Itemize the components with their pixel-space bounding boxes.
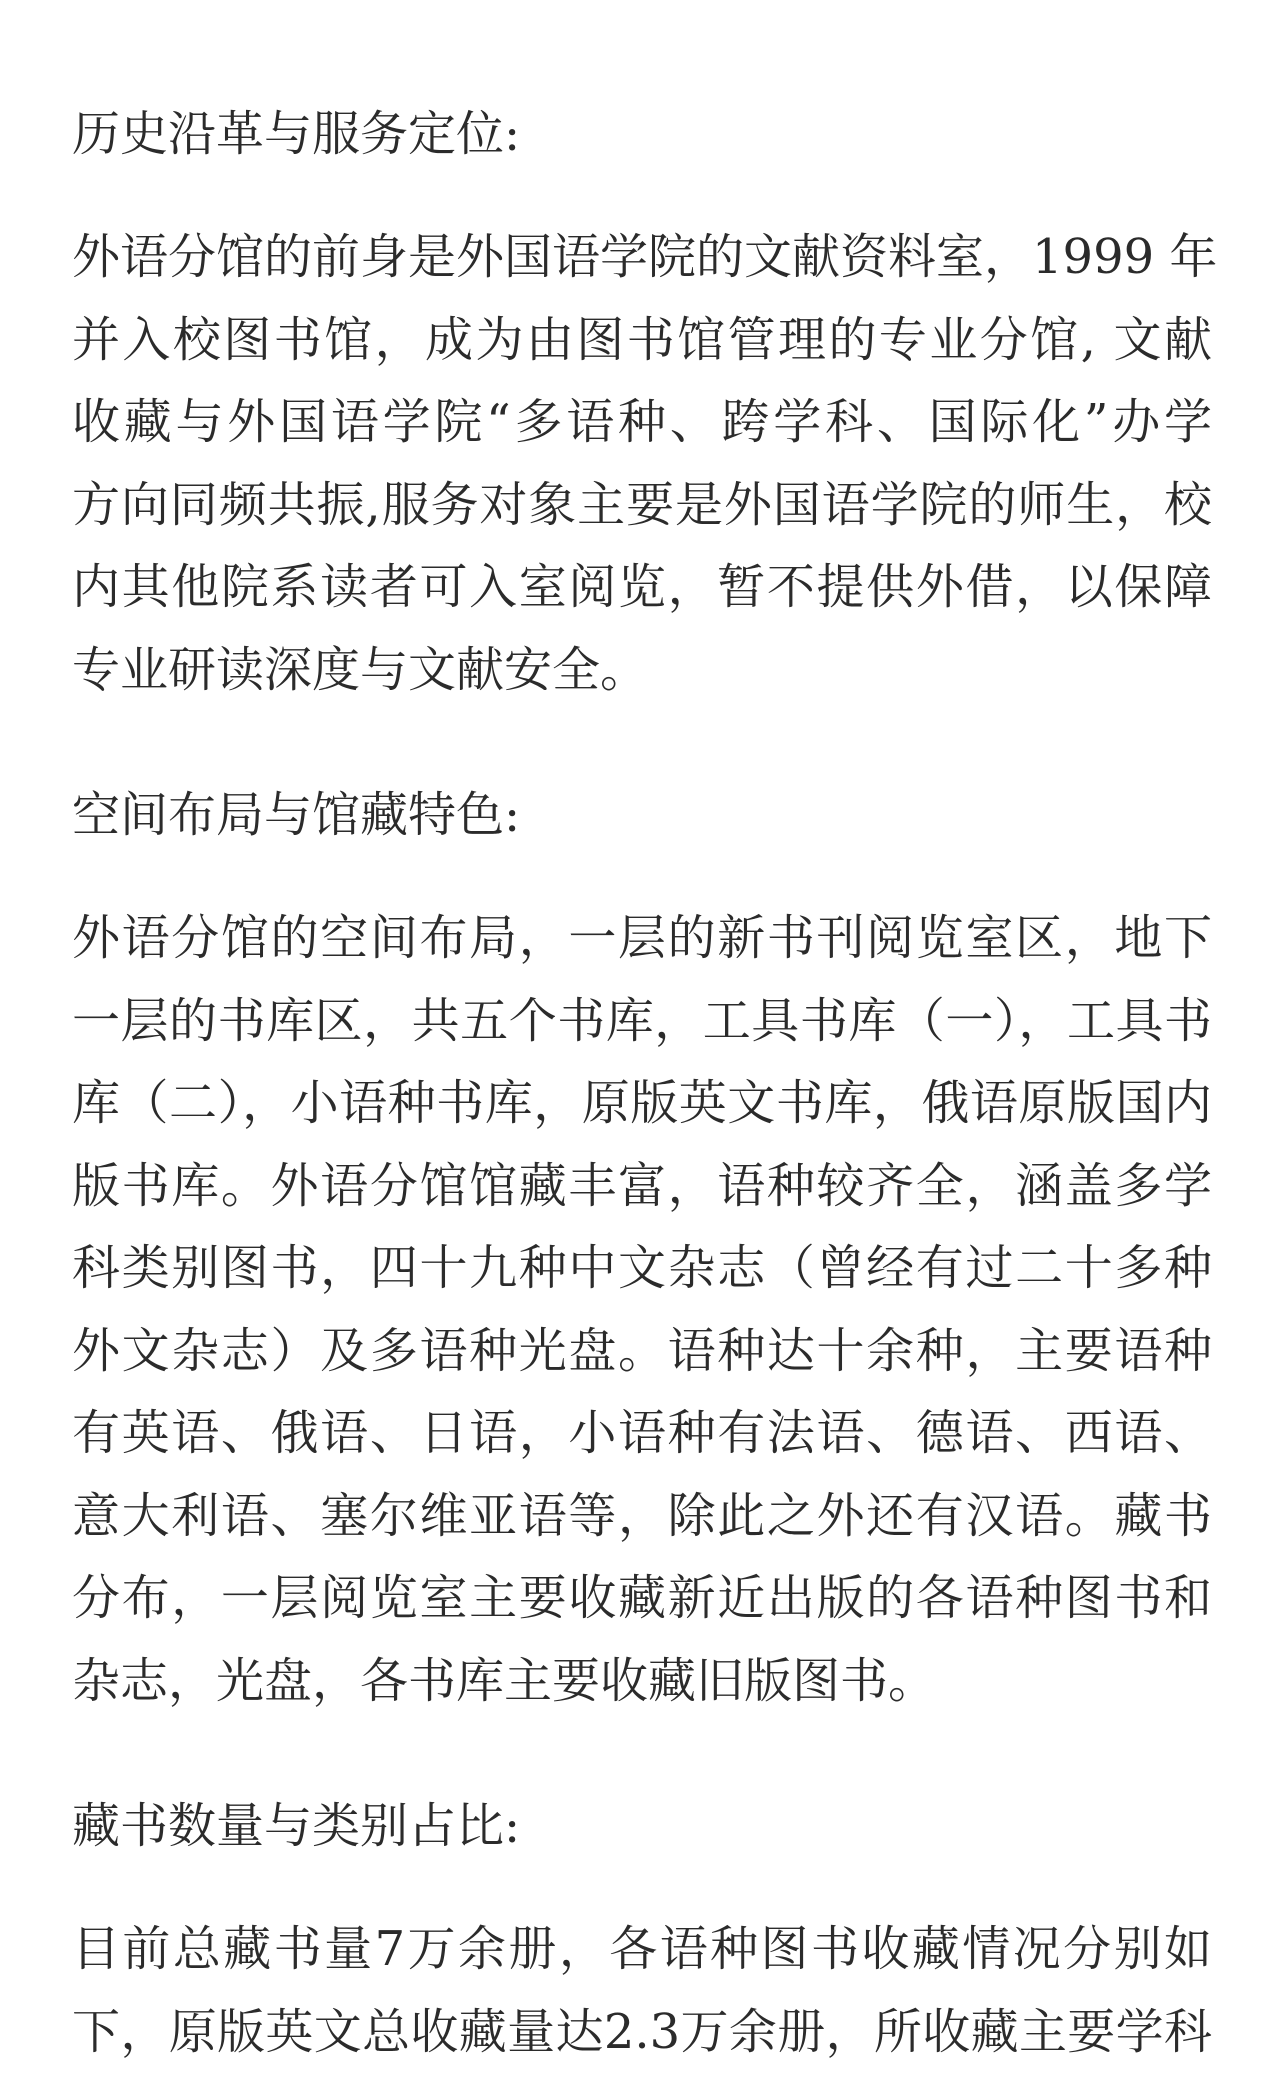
text-line: 目前总藏书量7万余册，各语种图书收藏情况分别如: [72, 1921, 1212, 1977]
text-line: 方向同频共振,服务对象主要是外国语学院的师生，校: [72, 476, 1212, 533]
text-line: 版书库。外语分馆馆藏丰富，语种较齐全，涵盖多学: [72, 1157, 1212, 1214]
paragraph-collection: [72, 1908, 1212, 2073]
paragraph-layout: [72, 897, 1212, 1722]
text-line: 下，原版英文总收藏量达2.3万余册，所收藏主要学科: [72, 2003, 1212, 2060]
text-line: 意大利语、塞尔维亚语等，除此之外还有汉语。藏书: [72, 1487, 1212, 1544]
text-line: 并入校图书馆，成为由图书馆管理的专业分馆, 文献: [72, 311, 1212, 368]
text-line: 库（二），小语种书库，原版英文书库，俄语原版国内: [72, 1075, 1212, 1131]
text-line: 杂志，光盘，各书库主要收藏旧版图书。: [72, 1652, 937, 1709]
text-line: 收藏与外国语学院“多语种、跨学科、国际化”办学: [72, 394, 1212, 450]
article-body: [72, 104, 1218, 2073]
text-line: 外文杂志）及多语种光盘。语种达十余种，主要语种: [72, 1322, 1212, 1379]
section-heading-layout: 空间布局与馆藏特色:: [72, 787, 521, 843]
text-line: 分布，一层阅览室主要收藏新近出版的各语种图书和: [72, 1570, 1212, 1626]
text-line: 科类别图书，四十九种中文杂志（曾经有过二十多种: [72, 1240, 1212, 1296]
text-line: 内其他院系读者可入室阅览，暂不提供外借，以保障: [72, 559, 1212, 615]
text-line: 外语分馆的空间布局，一层的新书刊阅览室区，地下: [72, 910, 1212, 966]
section-heading-collection: 藏书数量与类别占比:: [72, 1798, 521, 1854]
text-line: 外语分馆的前身是外国语学院的文献资料室，1999 年: [72, 229, 1218, 285]
section-heading-history: 历史沿革与服务定位:: [72, 106, 521, 162]
text-line: 一层的书库区，共五个书库，工具书库（一），工具书: [72, 992, 1212, 1049]
text-line: 专业研读深度与文献安全。: [72, 641, 649, 698]
paragraph-history: [72, 216, 1218, 711]
text-line: 有英语、俄语、日语，小语种有法语、德语、西语、: [72, 1405, 1212, 1461]
